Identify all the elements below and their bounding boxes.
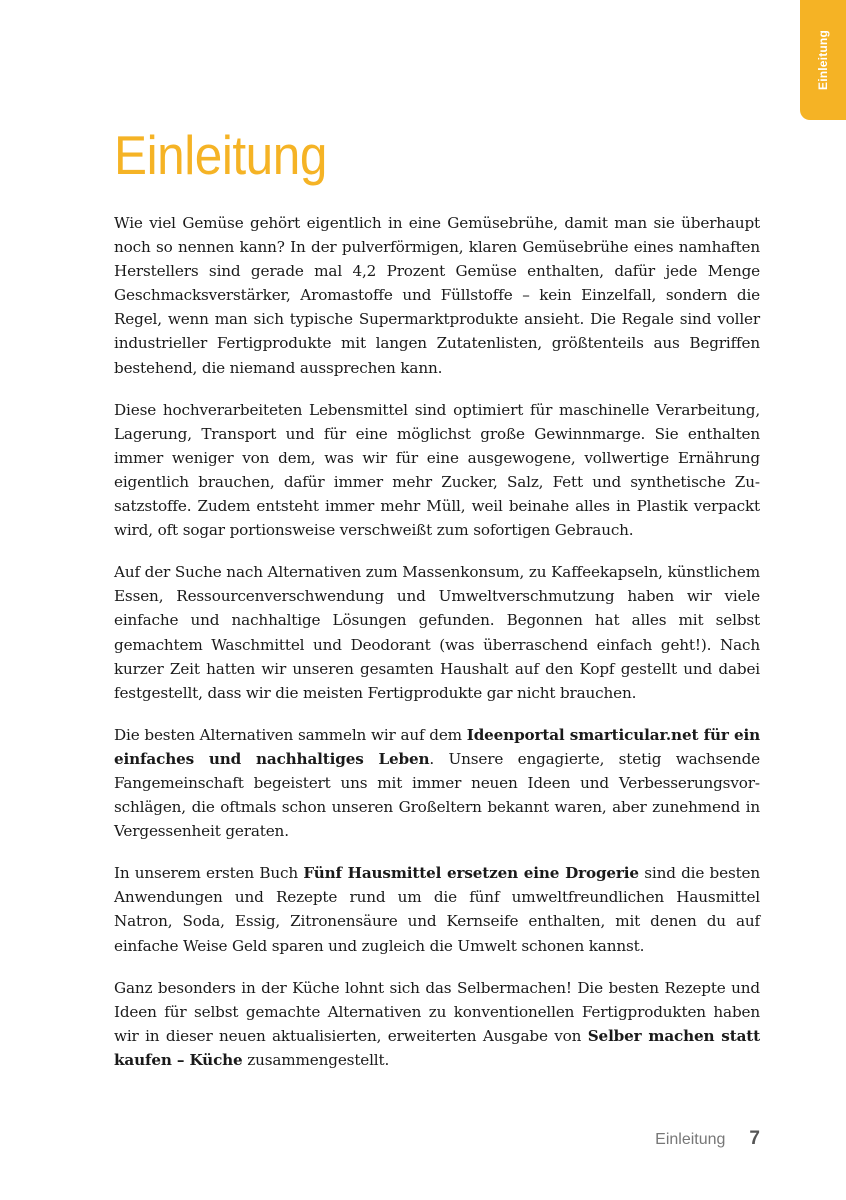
book-title-bold: Selber machen statt kaufen – Küche bbox=[114, 1026, 760, 1069]
paragraph-4-text-end: . Unsere engagierte, stetig wachsende Fangemeinschaft begeistert uns mit immer neuen Ideen und Verbesserungsvorschlägen, die oftmals schon unseren Großeltern bekannt waren, aber zunehmend in Vergessenheit geraten. bbox=[114, 749, 760, 841]
paragraph-5-text-start: In unserem ersten Buch bbox=[114, 864, 304, 883]
chapter-side-tab bbox=[800, 0, 846, 120]
page-number: 7 bbox=[749, 1128, 760, 1149]
paragraph-3-text: Auf der Suche nach Alternativen zum Massenkonsum, zu Kaffeekapseln, künstlichem Essen, Ressourcenverschwendung und Umweltverschmutzung haben wir viele einfache und nachhaltige Lösungen gefunden. Begonnen hat alles mit selbst gemachtem Waschmittel und Deodorant (was überraschend einfach geht!). Nach kurzer Zeit hatten wir unseren gesamten Haushalt auf den Kopf gestellt und dabei festgestellt, dass wir die meisten Fertigprodukte gar nicht brauchen. bbox=[114, 563, 760, 702]
first-book-title-bold: Fünf Hausmittel ersetzen eine Drogerie bbox=[303, 864, 639, 883]
paragraph-6-text-start: Ganz besonders in der Küche lohnt sich das Selbermachen! Die besten Rezepte und Ideen für selbst gemachte Alternativen zu konventionellen Fertigprodukten haben wir in dieser neuen aktualisierten, erweiterten Ausgabe von bbox=[114, 978, 760, 1045]
chapter-title: Einleitung bbox=[114, 124, 327, 186]
page-footer bbox=[655, 1128, 760, 1150]
paragraph-6-text-end: zusammengestellt. bbox=[242, 1050, 390, 1069]
paragraph-3 bbox=[114, 560, 760, 705]
paragraph-6 bbox=[114, 976, 760, 1072]
paragraph-4-text-start: Die besten Alternativen sammeln wir auf dem bbox=[114, 725, 467, 744]
paragraph-5-text-end: sind die besten Anwendungen und Rezepte rund um die fünf umweltfreundlichen Hausmittel Natron, Soda, Essig, Zitronensäure und Kernseife enthalten, mit denen du auf einfache Weise Geld sparen und zugleich die Umwelt schonen kannst. bbox=[114, 864, 761, 955]
paragraph-1 bbox=[114, 211, 760, 380]
paragraph-1-text: Wie viel Gemüse gehört eigentlich in eine Gemüsebrühe, damit man sie überhaupt noch so nennen kann? In der pulverförmigen, klaren Gemüsebrühe eines namhaften Herstellers sind gerade mal 4,2 Prozent Gemüse enthalten, dafür jede Menge Geschmacksverstärker, Aromastoffe und Füllstoffe – kein Einzelfall, sondern die Regel, wenn man sich typische Supermarktprodukte ansieht. Die Regale sind voller industrieller Fertigprodukte mit langen Zutatenlisten, größtenteils aus Begriffen bestehend, die niemand aussprechen kann. bbox=[114, 214, 760, 377]
chapter-side-tab-label: Einleitung bbox=[816, 30, 830, 90]
running-footer-label: Einleitung bbox=[655, 1131, 726, 1148]
paragraph-5 bbox=[114, 861, 760, 957]
paragraph-4 bbox=[114, 723, 760, 843]
paragraph-2-text: Diese hochverarbeiteten Lebensmittel sind optimiert für maschinelle Verarbeitung, Lagerung, Transport und für eine möglichst große Gewinnmarge. Sie enthalten immer weniger von dem, was wir für eine ausgewogene, vollwertige Ernährung eigentlich brauchen, dafür immer mehr Zucker, Salz, Fett und synthetische Zusatzstoffe. Zudem entsteht immer mehr Müll, weil beinahe alles in Plastik verpackt wird, oft sogar portionsweise verschweißt zum sofortigen Gebrauch. bbox=[114, 400, 760, 540]
body-text bbox=[114, 211, 760, 1090]
portal-name-bold: Ideenportal smarticular.net für ein einfaches und nachhaltiges Leben bbox=[114, 725, 760, 768]
paragraph-2 bbox=[114, 398, 760, 543]
